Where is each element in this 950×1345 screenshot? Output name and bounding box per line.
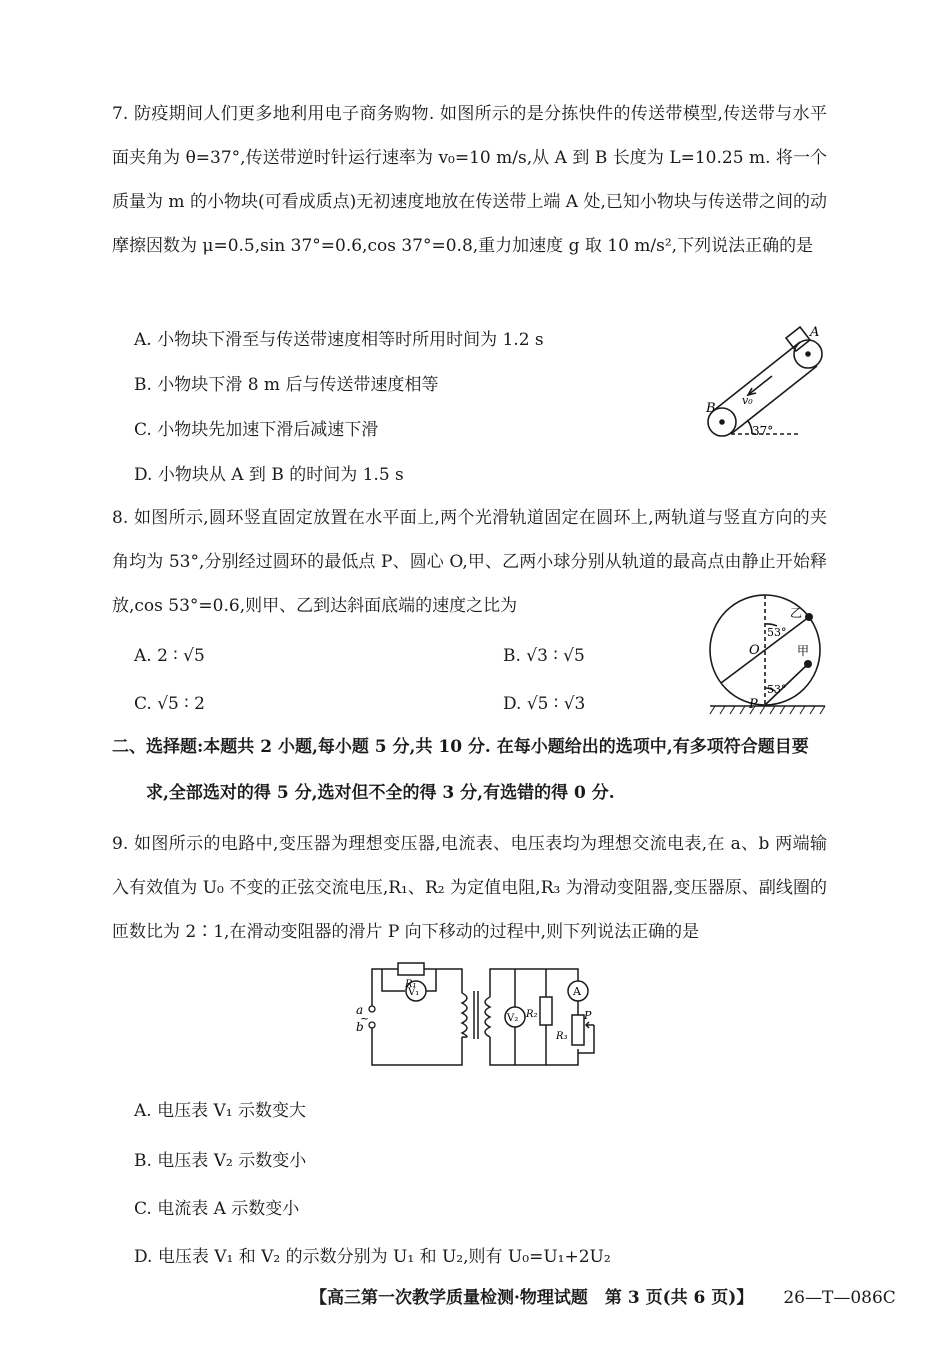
terminal-b: [369, 1022, 375, 1028]
resistor-r3: [572, 1015, 584, 1045]
page-footer: [310, 1283, 896, 1308]
question-8-stem: 8. 如图所示,圆环竖直固定放置在水平面上,两个光滑轨道固定在圆环上,两轨道与竖直方向的夹角均为 53°,分别经过圆环的最低点 P、圆心 O,甲、乙两小球分别从轨道的最高点由静止开始释放,cos 53°=0.6,则甲、乙到达斜面底端的速度之比为: [112, 508, 827, 616]
label-angle-bottom: 53°: [767, 683, 787, 696]
q7-option-a: A. 小物块下滑至与传送带速度相等时所用时间为 1.2 s: [134, 330, 544, 350]
resistor-r2: [540, 997, 552, 1025]
label-ammeter: A: [573, 985, 581, 998]
label-a: a: [356, 1003, 364, 1017]
label-o: O: [749, 643, 760, 658]
q7-option-c: C. 小物块先加速下滑后减速下滑: [134, 420, 379, 440]
ring-figure: [705, 592, 830, 722]
secondary-top-wire: [490, 969, 578, 997]
ball-jia: [804, 660, 812, 668]
label-r1: R₁: [405, 979, 417, 990]
q9-option-a: A. 电压表 V₁ 示数变大: [134, 1101, 306, 1121]
circuit-figure: [350, 955, 610, 1075]
q8-option-a: A. 2 ∶ √5: [134, 646, 205, 666]
label-angle-37: 37°: [752, 424, 774, 438]
label-b: B: [706, 401, 716, 416]
conveyor-belt-figure: [700, 320, 835, 445]
belt-upper: [713, 342, 800, 411]
label-r2: R₂: [526, 1009, 538, 1020]
velocity-arrow: [748, 376, 772, 395]
q8-option-b: B. √3 ∶ √5: [503, 646, 585, 666]
secondary-coil: [485, 997, 490, 1037]
label-yi: 乙: [790, 606, 803, 620]
section-2-line-1: 二、选择题:本题共 2 小题,每小题 5 分,共 10 分. 在每小题给出的选项中,有多项符合题目要: [112, 737, 809, 757]
resistor-r1: [398, 963, 424, 975]
q9-option-c: C. 电流表 A 示数变小: [134, 1199, 300, 1219]
label-p: P: [584, 1009, 592, 1022]
q8-option-d: D. √5 ∶ √3: [503, 694, 586, 714]
label-r3: R₃: [556, 1031, 568, 1042]
primary-bottom-wire: [372, 1027, 462, 1065]
label-a: A: [810, 325, 820, 340]
q7-option-b: B. 小物块下滑 8 m 后与传送带速度相等: [134, 375, 439, 395]
primary-coil: [462, 993, 467, 1037]
question-7-stem: 7. 防疫期间人们更多地利用电子商务购物. 如图所示的是分拣快件的传送带模型,传送带与水平面夹角为 θ=37°,传送带逆时针运行速率为 v₀=10 m/s,从 A 到 B 长度为 L=10.25 m. 将一个质量为 m 的小物块(可看成质点)无初速度地放在传送带上端 A 处,已知小物块与传送带之间的动摩擦因数为 μ=0.5,sin 37°=0.6,cos 37°=0.8,重力加速度 g 取 10 m/s²,下列说法正确的是: [112, 104, 827, 256]
label-jia: 甲: [797, 644, 810, 658]
terminal-a: [369, 1006, 375, 1012]
question-9-stem: 9. 如图所示的电路中,变压器为理想变压器,电流表、电压表均为理想交流电表,在 a、b 两端输入有效值为 U₀ 不变的正弦交流电压,R₁、R₂ 为定值电阻,R₃ 为滑动变阻器,变压器原、副线圈的匝数比为 2∶1,在滑动变阻器的滑片 P 向下移动的过程中,则下列说法正确的是: [112, 834, 827, 942]
q9-option-d: D. 电压表 V₁ 和 V₂ 的示数分别为 U₁ 和 U₂,则有 U₀=U₁+2U₂: [134, 1247, 611, 1267]
footer-code: 26—T—086C: [783, 1288, 896, 1308]
label-v0: v₀: [742, 394, 753, 407]
footer-title: 【高三第一次教学质量检测·物理试题 第 3 页(共 6 页)】: [310, 1288, 754, 1308]
ball-yi: [805, 613, 813, 621]
block: [786, 327, 810, 351]
section-2-line-2: 求,全部选对的得 5 分,选对但不全的得 3 分,有选错的得 0 分.: [146, 783, 615, 803]
label-angle-top: 53°: [767, 626, 787, 639]
q8-option-c: C. √5 ∶ 2: [134, 694, 205, 714]
label-ac: ~: [360, 1012, 370, 1025]
label-v2: V₂: [507, 1013, 519, 1024]
label-p: P: [749, 697, 758, 712]
label-v1: V₁: [408, 987, 420, 998]
q7-option-d: D. 小物块从 A 到 B 的时间为 1.5 s: [134, 465, 404, 485]
label-b: b: [356, 1020, 364, 1034]
q9-option-b: B. 电压表 V₂ 示数变小: [134, 1151, 307, 1171]
